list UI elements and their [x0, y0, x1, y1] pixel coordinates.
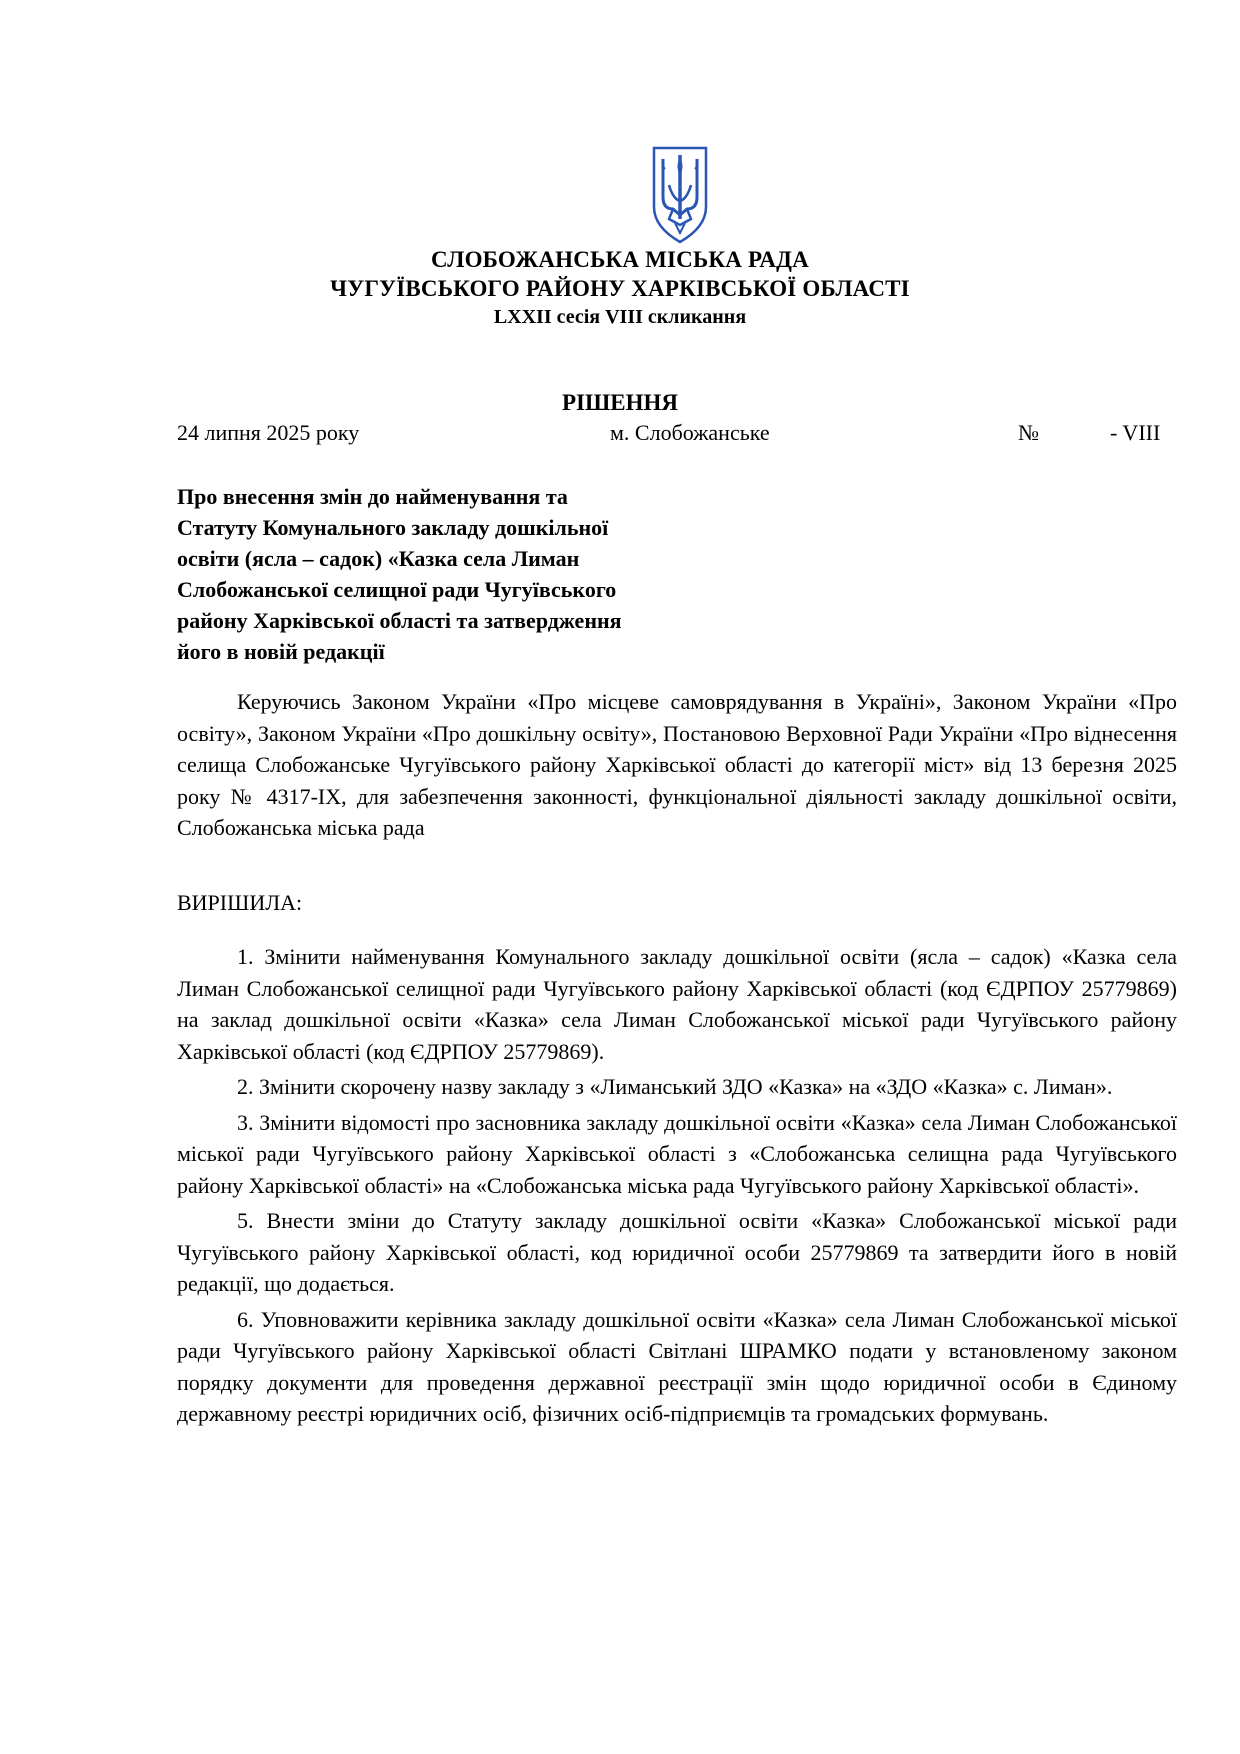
subject-line: його в новій редакції	[177, 639, 385, 664]
number-label: №	[1018, 420, 1039, 445]
subject-line: Слобожанської селищної ради Чугуївського	[177, 577, 617, 602]
preamble-block	[177, 686, 1177, 844]
decision-item: 6. Уповноважити керівника закладу дошкільної освіти «Казка» села Лиман Слобожанської міської ради Чугуївського району Харківської області Світлані ШРАМКО подати у встановленому законом порядку документи для проведення державної реєстрації змін щодо юридичної особи в Єдиному державному реєстрі юридичних осіб, фізичних осіб-підприємців та громадських формувань.	[177, 1306, 1177, 1426]
subject-line: освіти (ясла – садок) «Казка села Лиман	[177, 546, 580, 571]
document-title: РІШЕННЯ	[562, 390, 678, 415]
subject-line: району Харківської області та затвердження	[177, 608, 622, 633]
decision-item: 2. Змінити скорочену назву закладу з «Лиманський ЗДО «Казка» на «ЗДО «Казка» с. Лиман».	[237, 1074, 1113, 1099]
preamble-paragraph: Керуючись Законом України «Про місцеве самоврядування в Україні», Законом України «Про освіту», Законом України «Про дошкільну освіту», Постановою Верховної Ради України «Про віднесення селища Слобожанське Чугуївського району Харківської області до категорії міст» від 13 березня 2025 року № 4317-ІХ, для забезпечення законності, функціональної діяльності закладу дошкільної освіти, Слобожанська міська рада	[177, 689, 1177, 840]
district-name: ЧУГУЇВСЬКОГО РАЙОНУ ХАРКІВСЬКОЇ ОБЛАСТІ	[330, 276, 910, 301]
subject-line: Про внесення змін до найменування та	[177, 484, 568, 509]
trident-coat-of-arms-icon	[651, 145, 709, 245]
decision-place: м. Слобожанське	[610, 420, 770, 445]
council-name: СЛОБОЖАНСЬКА МІСЬКА РАДА	[431, 247, 809, 272]
resolved-heading: ВИРІШИЛА:	[177, 890, 303, 915]
decision-date: 24 липня 2025 року	[177, 420, 360, 445]
decision-items	[177, 941, 1177, 1434]
decision-item: 1. Змінити найменування Комунального закладу дошкільної освіти (ясла – садок) «Казка села Лиман Слобожанської селищної ради Чугуївського району Харківської області (код ЄДРПОУ 25779869) на заклад дошкільної освіти «Казка» села Лиман Слобожанської міської ради Чугуївського району Харківської області (код ЄДРПОУ 25779869).	[177, 944, 1177, 1064]
number-suffix: - VIII	[1110, 420, 1161, 445]
subject-line: Статуту Комунального закладу дошкільної	[177, 515, 609, 540]
decision-subject	[177, 481, 697, 667]
decision-item: 5. Внести зміни до Статуту закладу дошкільної освіти «Казка» Слобожанської міської ради Чугуївського району Харківської області, код юридичної особи 25779869 та затвердити його в новій редакції, що додається.	[177, 1208, 1177, 1296]
session-line: LXXII сесія VIII скликання	[493, 306, 747, 328]
decision-item: 3. Змінити відомості про засновника закладу дошкільної освіти «Казка» села Лиман Слобожанської міської ради Чугуївського району Харківської області з «Слобожанська селищна рада Чугуївського району Харківської області» на «Слобожанська міська рада Чугуївського району Харківської області».	[177, 1109, 1177, 1198]
